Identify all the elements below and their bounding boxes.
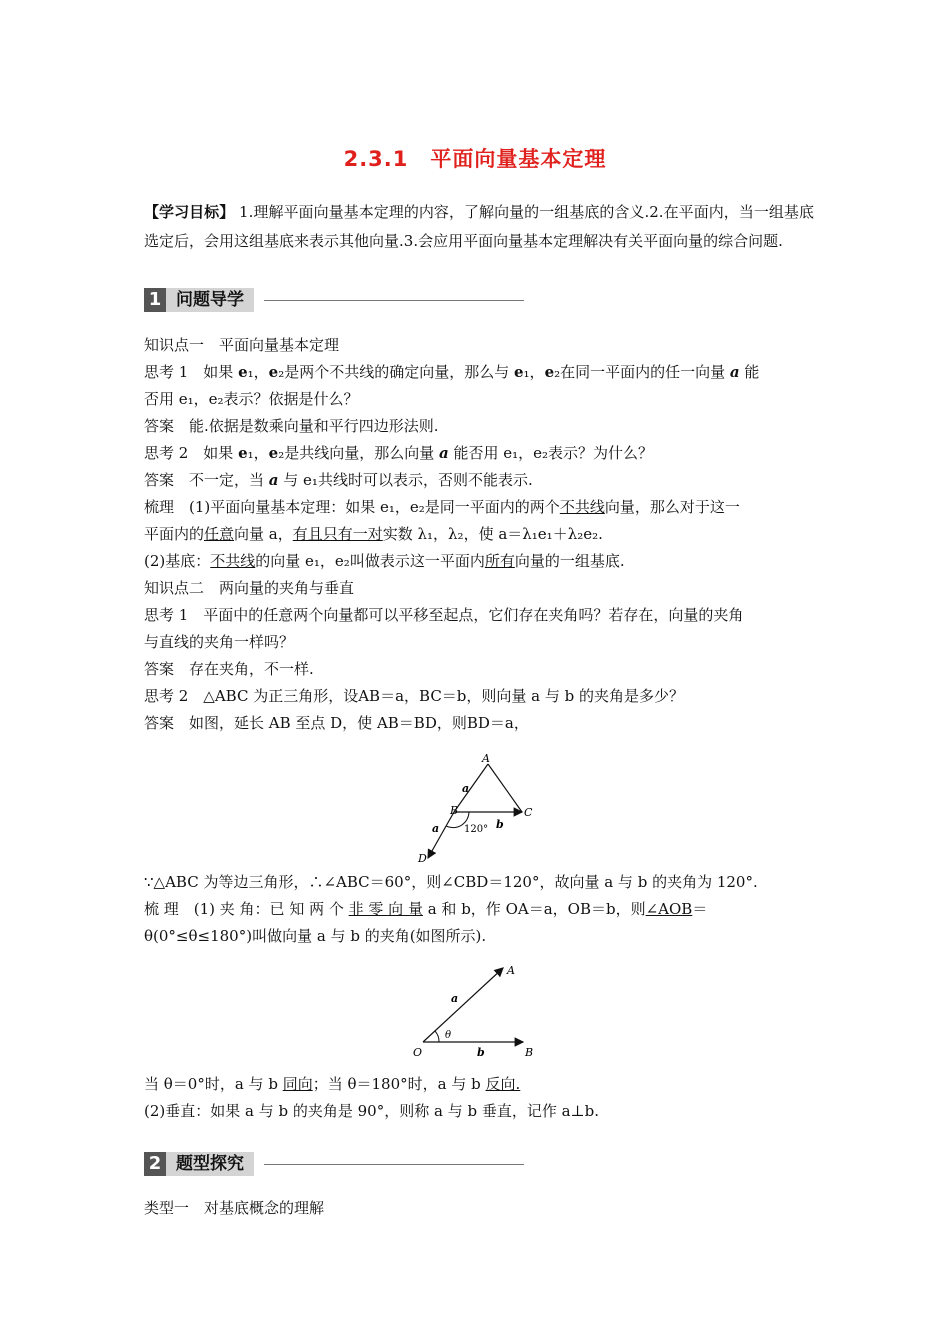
text: 向量的一组基底. (514, 552, 625, 570)
text: 思考 2 如果 (144, 444, 239, 462)
vector: e (514, 363, 524, 381)
section-header-2 (144, 1152, 524, 1178)
section-rule (264, 300, 524, 301)
answer-1: 答案 能.依据是数乘向量和平行四边形法则. (144, 417, 439, 435)
underlined-term: 所有 (484, 552, 515, 570)
angle-label: 120° (464, 824, 489, 835)
goals-tag: 【学习目标】 (144, 203, 235, 221)
text: 思考 1 如果 (144, 363, 239, 381)
vector: e (268, 363, 279, 381)
side-ab (454, 764, 488, 812)
underlined-term: 不共线 (210, 552, 256, 570)
triangle-figure (410, 752, 550, 867)
perpendicular-line: (2)垂直：如果 a 与 b 的夹角是 90°，则称 a 与 b 垂直，记作 a⊥b. (144, 1102, 600, 1120)
goals-text: 1.理解平面向量基本定理的内容，了解向量的一组基底的含义.2.在平面内，当一组基底选定后，会用这组基底来表示其他向量.3.会应用平面向量基本定理解决有关平面向量的综合问题. (144, 203, 814, 250)
answer-3: 答案 存在夹角，不一样. (144, 660, 314, 678)
summary-4 (144, 896, 814, 923)
text: ₂是共线向量，那么向量 (278, 444, 439, 462)
label-o-point: O (413, 1046, 423, 1059)
summary-3 (144, 548, 814, 575)
summary-1 (144, 494, 814, 521)
think-3-line-1: 思考 1 平面中的任意两个向量都可以平移至起点，它们存在夹角吗？若存在，向量的夹角 (144, 606, 744, 624)
underlined-term: 有且只有一对 (292, 525, 383, 543)
text: 梳 理 (1) 夹 角：已 知 两 个 (144, 900, 349, 918)
underlined-term: 同向 (282, 1075, 313, 1093)
summary-5: θ(0°≤θ≤180°)叫做向量 a 与 b 的夹角(如图所示). (144, 927, 487, 945)
label-b-point: B (450, 804, 459, 817)
text: ；当 θ＝180°时，a 与 b (312, 1075, 486, 1093)
text: ₁， (247, 444, 269, 462)
label-vector-b: b (477, 1046, 485, 1059)
think-2 (144, 440, 814, 467)
answer-4: 答案 如图，延长 AB 至点 D，使 AB＝BD，则BD＝a， (144, 714, 529, 732)
section-number: 1 (144, 288, 166, 312)
label-vector-a-lower: a (432, 822, 440, 835)
text: 答案 不一定，当 (144, 471, 269, 489)
text: 梳理 (1)平面向量基本定理：如果 e₁，e₂是同一平面内的两个 (144, 498, 560, 516)
underlined-term: 非 零 向 量 (348, 900, 423, 918)
text: ＝ (692, 900, 708, 918)
text: 的向量 e₁，e₂叫做表示这一平面内 (255, 552, 485, 570)
knowledge-point-2: 知识点二 两向量的夹角与垂直 (144, 579, 355, 597)
label-vector-a-upper: a (462, 782, 470, 795)
section-number: 2 (144, 1152, 166, 1176)
section-header-1 (144, 288, 524, 314)
label-a-point: A (507, 964, 515, 977)
label-vector-b: b (496, 818, 504, 831)
side-ac (488, 764, 522, 812)
text: ₂是两个不共线的确定向量，那么与 (278, 363, 514, 381)
vector: e (238, 363, 248, 381)
text: 向量，那么对于这一 (604, 498, 740, 516)
knowledge-point-1: 知识点一 平面向量基本定理 (144, 336, 340, 354)
section-label: 问题导学 (166, 288, 254, 312)
underlined-term: 任意 (204, 525, 235, 543)
vector: e (238, 444, 248, 462)
body-part-3 (144, 1071, 814, 1125)
text: 平面内的 (144, 525, 205, 543)
vector: a (268, 471, 279, 489)
theta-label: θ (445, 1030, 452, 1041)
label-c-point: C (524, 806, 533, 819)
label-vector-a: a (451, 992, 459, 1005)
body-part-4 (144, 1195, 814, 1222)
think-1-line-1 (144, 359, 814, 386)
text: a 和 b，作 OA＝a，OB＝b，则 (422, 900, 646, 918)
text: 与 e₁共线时可以表示，否则不能表示. (278, 471, 533, 489)
text: 当 θ＝0°时，a 与 b (144, 1075, 283, 1093)
label-a-point: A (482, 752, 490, 765)
type-one-heading: 类型一 对基底概念的理解 (144, 1199, 325, 1217)
learning-goals (144, 198, 814, 256)
vector-oa (423, 968, 503, 1042)
vector: a (439, 444, 449, 462)
vector: a (729, 363, 740, 381)
answer-2 (144, 467, 814, 494)
text: (2)基底： (144, 552, 211, 570)
underlined-term: 不共线 (559, 498, 605, 516)
underlined-term: ∠AOB (645, 900, 693, 918)
angle-figure (405, 958, 555, 1062)
text: ₁， (523, 363, 545, 381)
think-4: 思考 2 △ABC 为正三角形，设AB＝a，BC＝b，则向量 a 与 b 的夹角是多少？ (144, 687, 685, 705)
vector: e (544, 363, 555, 381)
because-line: ∵△ABC 为等边三角形，∴∠ABC＝60°，则∠CBD＝120°，故向量 a 与 b 的夹角为 120°. (144, 873, 758, 891)
section-label: 题型探究 (166, 1152, 254, 1176)
underlined-term: 反向. (485, 1075, 521, 1093)
summary-2 (144, 521, 814, 548)
section-rule (264, 1164, 524, 1165)
text: 能 (739, 363, 760, 381)
label-d-point: D (418, 852, 427, 865)
think-1-line-2: 否用 e₁，e₂表示？依据是什么？ (144, 390, 359, 408)
vector-bd (428, 812, 454, 858)
text: 实数 λ₁，λ₂，使 a＝λ₁e₁＋λ₂e₂. (382, 525, 603, 543)
vector: e (268, 444, 279, 462)
page-title: 2.3.1 平面向量基本定理 (343, 147, 607, 171)
label-b-point: B (525, 1046, 534, 1059)
think-3-line-2: 与直线的夹角一样吗？ (144, 633, 295, 651)
body-part-2 (144, 869, 814, 950)
direction-line (144, 1071, 814, 1098)
text: 能否用 e₁，e₂表示？为什么？ (448, 444, 654, 462)
text: 向量 a， (234, 525, 293, 543)
text: ₂在同一平面内的任一向量 (554, 363, 730, 381)
body-part-1 (144, 332, 814, 737)
text: ₁， (247, 363, 269, 381)
theta-arc (435, 1031, 439, 1042)
